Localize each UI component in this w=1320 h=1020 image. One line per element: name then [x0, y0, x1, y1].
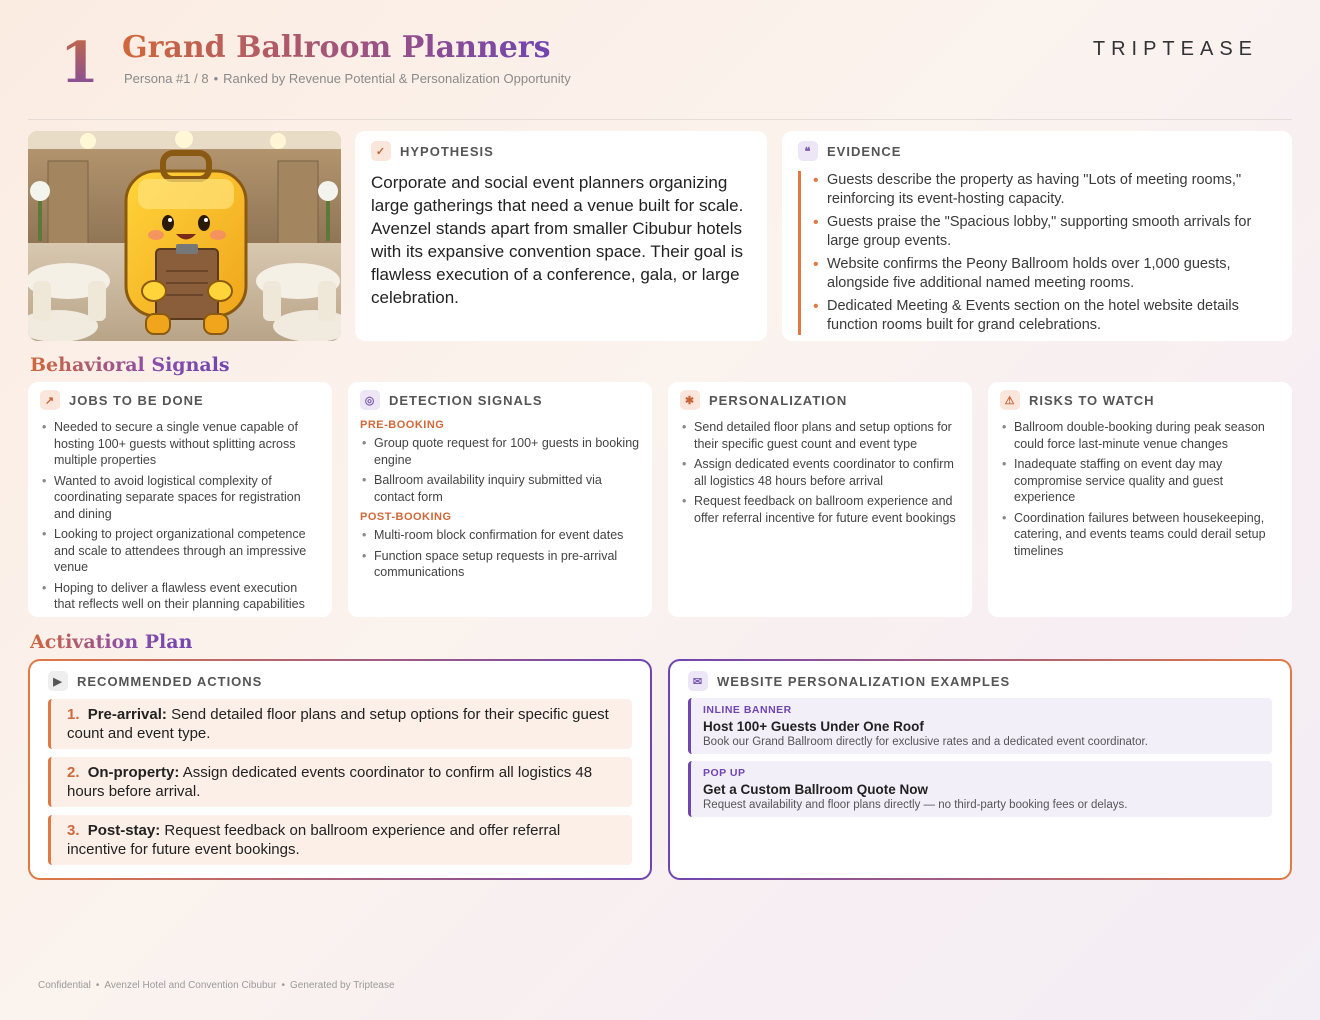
personalization-header: [680, 390, 960, 410]
list-item: • Function space setup requests in pre-arrival communications: [360, 548, 640, 581]
evidence-item: • Guests praise the "Spacious lobby," supporting smooth arrivals for large group events.: [813, 213, 1276, 251]
example-tag: INLINE BANNER: [703, 704, 792, 716]
detection-label: DETECTION SIGNALS: [389, 392, 543, 408]
personalization-label: PERSONALIZATION: [709, 392, 848, 408]
footer-generated: Generated by Triptease: [290, 980, 395, 991]
recommended-actions-card: [28, 659, 652, 880]
risks-list: [1000, 419, 1280, 559]
evidence-card: [782, 131, 1292, 341]
step-number: 2.: [67, 764, 80, 781]
sparkle-icon: ✱: [680, 390, 700, 410]
footer-confidential: Confidential: [38, 980, 91, 991]
list-item: • Send detailed floor plans and setup options for their specific guest count and event type: [680, 419, 960, 452]
evidence-label: EVIDENCE: [827, 143, 902, 159]
list-item: • Wanted to avoid logistical complexity of coordinating separate spaces for registration and dining: [40, 473, 320, 523]
examples-header: [688, 671, 1272, 691]
website-examples-card: [668, 659, 1292, 880]
list-item: • Assign dedicated events coordinator to confirm all logistics 48 hours before arrival: [680, 456, 960, 489]
example-inline-banner: [688, 698, 1272, 754]
footer-hotel: Avenzel Hotel and Convention Cibubur: [104, 980, 277, 991]
target-icon: ◎: [360, 390, 380, 410]
pre-booking-label: PRE-BOOKING: [360, 419, 445, 431]
rank-basis: Ranked by Revenue Potential & Personalization Opportunity: [223, 71, 571, 86]
hypothesis-header: [371, 141, 751, 161]
evidence-item: • Guests describe the property as having "Lots of meeting rooms," reinforcing its event-hosting capacity.: [813, 171, 1276, 209]
list-item: • Looking to project organizational competence and scale to attendees through an impressive venue: [40, 526, 320, 576]
list-item: • Request feedback on ballroom experience and offer referral incentive for future event bookings: [680, 493, 960, 526]
action-step: [48, 699, 632, 749]
example-body: Book our Grand Ballroom directly for exclusive rates and a dedicated event coordinator.: [703, 736, 1148, 748]
page-title: Grand Ballroom Planners: [122, 30, 551, 65]
list-item: • Hoping to deliver a flawless event execution that reflects well on their planning capabilities: [40, 580, 320, 613]
detection-header: [360, 390, 640, 410]
check-icon: ✓: [371, 141, 391, 161]
detection-card: [348, 382, 652, 617]
play-icon: ▶: [48, 671, 68, 691]
actions-label: RECOMMENDED ACTIONS: [77, 673, 263, 689]
hypothesis-label: HYPOTHESIS: [400, 143, 494, 159]
step-label: Pre-arrival:: [87, 706, 167, 723]
jobs-header: [40, 390, 320, 410]
list-item: • Multi-room block confirmation for event dates: [360, 527, 640, 544]
mail-icon: ✉: [688, 671, 708, 691]
example-headline: Get a Custom Ballroom Quote Now: [703, 782, 929, 797]
list-item: • Needed to secure a single venue capable of hosting 100+ guests without splitting across multiple properties: [40, 419, 320, 469]
example-pop-up: [688, 761, 1272, 817]
list-item: • Ballroom double-booking during peak season could force last-minute venue changes: [1000, 419, 1280, 452]
hypothesis-card: [355, 131, 767, 341]
warning-icon: ⚠: [1000, 390, 1020, 410]
step-label: On-property:: [87, 764, 180, 781]
post-booking-list: [360, 527, 640, 581]
behavioral-signals-title: Behavioral Signals: [30, 354, 230, 376]
persona-number: 1: [60, 30, 99, 96]
header-divider: [28, 119, 1292, 120]
pre-booking-list: [360, 435, 640, 505]
step-text: Assign dedicated events coordinator to confirm all logistics 48 hours before arrival.: [67, 764, 593, 800]
list-item: • Ballroom availability inquiry submitted via contact form: [360, 472, 640, 505]
action-step: [48, 757, 632, 807]
step-text: Request feedback on ballroom experience and offer referral incentive for future event bookings.: [67, 822, 561, 858]
evidence-header: [798, 141, 1276, 161]
risks-label: RISKS TO WATCH: [1029, 392, 1155, 408]
step-number: 1.: [67, 706, 80, 723]
personalization-list: [680, 419, 960, 526]
hypothesis-text: Corporate and social event planners organizing large gatherings that need a venue built for scale. Avenzel stands apart from smaller Cibubur hotels with its expansive convention space. Their goal is flawless execution of a conference, gala, or large celebration.: [371, 173, 744, 307]
evidence-item: • Dedicated Meeting & Events section on the hotel website details function rooms built for grand celebrations.: [813, 297, 1276, 335]
persona-rank: Persona #1 / 8: [124, 71, 209, 86]
example-body: Request availability and floor plans directly — no third-party booking fees or delays.: [703, 799, 1128, 811]
evidence-list: [798, 171, 1276, 335]
persona-illustration: [28, 131, 341, 341]
example-tag: POP UP: [703, 767, 746, 779]
activation-plan-title: Activation Plan: [30, 631, 193, 653]
list-item: • Inadequate staffing on event day may compromise service quality and guest experience: [1000, 456, 1280, 506]
header: [0, 0, 1320, 120]
quote-icon: ❝: [798, 141, 818, 161]
footer: Confidential • Avenzel Hotel and Convention Cibubur • Generated by Triptease: [38, 980, 395, 991]
step-number: 3.: [67, 822, 80, 839]
page-subtitle: Persona #1 / 8 • Ranked by Revenue Potential & Personalization Opportunity: [124, 71, 571, 86]
risks-card: [988, 382, 1292, 617]
list-item: • Group quote request for 100+ guests in booking engine: [360, 435, 640, 468]
brand-logo: TRIPTEASE: [1092, 38, 1258, 60]
example-headline: Host 100+ Guests Under One Roof: [703, 719, 924, 734]
risks-header: [1000, 390, 1280, 410]
personalization-card: [668, 382, 972, 617]
step-label: Post-stay:: [87, 822, 161, 839]
actions-header: [48, 671, 632, 691]
list-item: • Coordination failures between housekeeping, catering, and events teams could derail setup timelines: [1000, 510, 1280, 560]
jobs-list: [40, 419, 320, 613]
jobs-card: [28, 382, 332, 617]
examples-label: WEBSITE PERSONALIZATION EXAMPLES: [717, 673, 1011, 689]
jobs-label: JOBS TO BE DONE: [69, 392, 204, 408]
evidence-item: • Website confirms the Peony Ballroom holds over 1,000 guests, alongside five additional named meeting rooms.: [813, 255, 1276, 293]
step-text: Send detailed floor plans and setup options for their specific guest count and event type.: [67, 706, 609, 742]
action-step: [48, 815, 632, 865]
post-booking-label: POST-BOOKING: [360, 511, 452, 523]
arrow-up-right-icon: ↗: [40, 390, 60, 410]
